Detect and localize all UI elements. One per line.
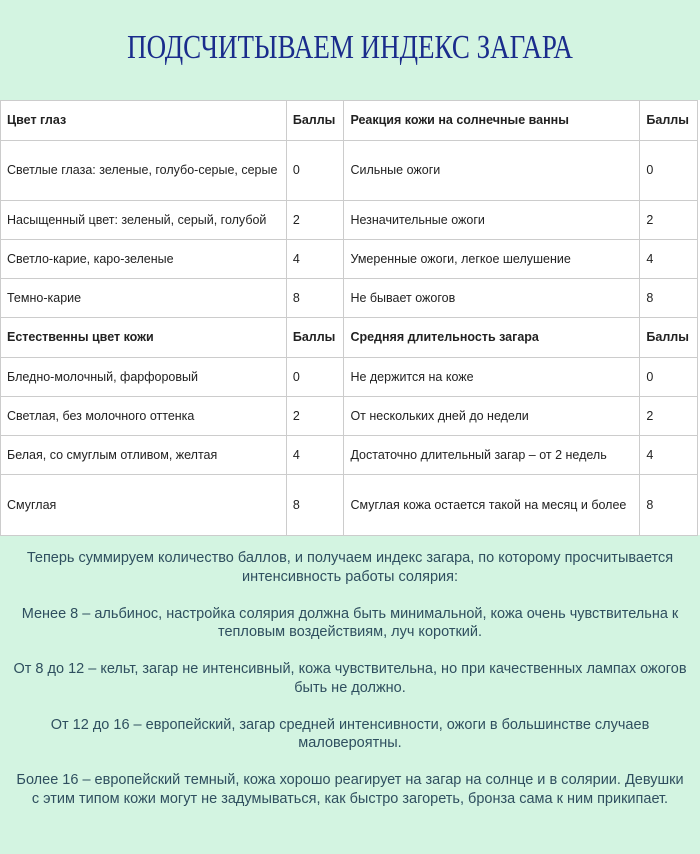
skin-label: Светлая, без молочного оттенка [1, 397, 287, 436]
tan-index-explanation [0, 549, 700, 827]
skin-header: Естественны цвет кожи [1, 318, 287, 358]
result-paragraph: От 8 до 12 – кельт, загар не интенсивный, кожа чувствительна, но при качественных лампах ожогов быть не должно. [13, 661, 687, 696]
eyes-points: 8 [286, 279, 344, 318]
skin-points: 0 [286, 358, 344, 397]
table-row [1, 475, 698, 536]
duration-points: 4 [640, 436, 698, 475]
duration-label: От нескольких дней до недели [344, 397, 640, 436]
page-title: ПОДСЧИТЫВАЕМ ИНДЕКС ЗАГАРА [127, 28, 573, 66]
result-paragraph: Менее 8 – альбинос, настройка солярия должна быть минимальной, кожа очень чувствительна к тепловым воздействиям, луч короткий. [21, 605, 679, 640]
tan-index-table-panel [0, 100, 700, 535]
intro-paragraph: Теперь суммируем количество баллов, и получаем индекс загара, по которому просчитывается интенсивность работы солярия: [26, 550, 674, 585]
tan-index-table [0, 100, 698, 536]
duration-label: Достаточно длительный загар – от 2 недель [344, 436, 640, 475]
result-paragraph: От 12 до 16 – европейский, загар средней интенсивности, ожоги в большинстве случаев маловероятны. [50, 716, 650, 751]
table-subheader-row [1, 318, 698, 358]
reaction-header: Реакция кожи на солнечные ванны [344, 101, 640, 141]
reaction-label: Незначительные ожоги [344, 201, 640, 240]
eyes-label: Темно-карие [1, 279, 287, 318]
table-header-row [1, 101, 698, 141]
duration-label: Смуглая кожа остается такой на месяц и более [344, 475, 640, 536]
eyes-label: Насыщенный цвет: зеленый, серый, голубой [1, 201, 287, 240]
duration-points: 2 [640, 397, 698, 436]
result-paragraph: Более 16 – европейский темный, кожа хорошо реагирует на загар на солнце и в солярии. Девушки с этим типом кожи могут не задумываться, как быстро загореть, бронза сама к ним прикипает. [16, 772, 684, 807]
table-row [1, 240, 698, 279]
skin-points: 2 [286, 397, 344, 436]
reaction-label: Сильные ожоги [344, 141, 640, 201]
skin-points-header: Баллы [286, 318, 344, 358]
table-row [1, 397, 698, 436]
skin-label: Бледно-молочный, фарфоровый [1, 358, 287, 397]
duration-points: 8 [640, 475, 698, 536]
reaction-points: 4 [640, 240, 698, 279]
duration-label: Не держится на коже [344, 358, 640, 397]
eyes-points-header: Баллы [286, 101, 344, 141]
reaction-points: 8 [640, 279, 698, 318]
table-row [1, 279, 698, 318]
duration-points-header: Баллы [640, 318, 698, 358]
skin-label: Белая, со смуглым отливом, желтая [1, 436, 287, 475]
table-row [1, 141, 698, 201]
table-row [1, 201, 698, 240]
table-row [1, 358, 698, 397]
eyes-points: 2 [286, 201, 344, 240]
eyes-header: Цвет глаз [1, 101, 287, 141]
reaction-label: Умеренные ожоги, легкое шелушение [344, 240, 640, 279]
skin-points: 4 [286, 436, 344, 475]
eyes-points: 4 [286, 240, 344, 279]
eyes-points: 0 [286, 141, 344, 201]
reaction-label: Не бывает ожогов [344, 279, 640, 318]
reaction-points: 0 [640, 141, 698, 201]
reaction-points: 2 [640, 201, 698, 240]
reaction-points-header: Баллы [640, 101, 698, 141]
table-row [1, 436, 698, 475]
eyes-label: Светлые глаза: зеленые, голубо-серые, серые [1, 141, 287, 201]
eyes-label: Светло-карие, каро-зеленые [1, 240, 287, 279]
skin-label: Смуглая [1, 475, 287, 536]
skin-points: 8 [286, 475, 344, 536]
duration-header: Средняя длительность загара [344, 318, 640, 358]
duration-points: 0 [640, 358, 698, 397]
